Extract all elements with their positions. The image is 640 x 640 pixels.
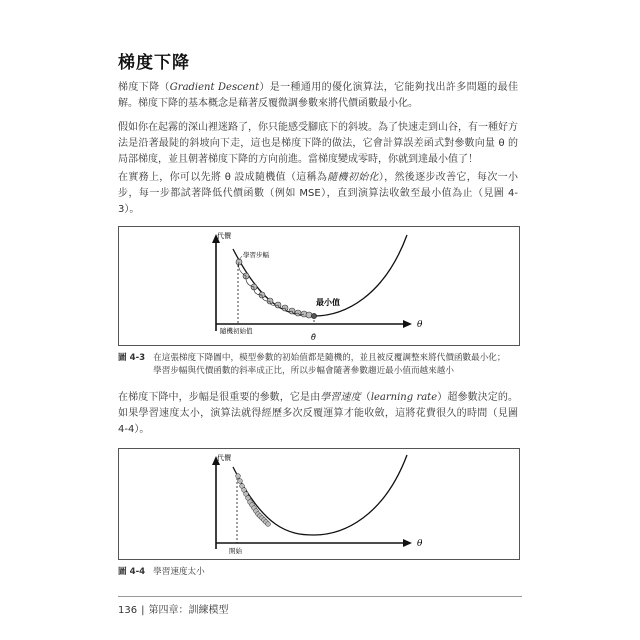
x-axis-label-2: θ xyxy=(417,539,423,549)
p4-text-b: ）超參數決定的。如果學習速度太小，演算法就得經歷多次反覆運算才能收斂，這將花費很久的時間（見圖 4-4）。 xyxy=(118,392,519,435)
step-arcs xyxy=(239,262,304,315)
footer-separator: | xyxy=(141,605,145,616)
p3-text-b: ），然後逐步改善它，每次一小步，每一步都試著降低代價函數（例如 MSE），直到演算法收斂至最小值為止（見圖 4-3）。 xyxy=(118,172,518,215)
gradient-steps xyxy=(236,259,317,319)
x-axis-arrow-2 xyxy=(403,539,412,547)
x-axis-arrow xyxy=(403,320,412,328)
paragraph-1 xyxy=(118,80,518,112)
page-footer xyxy=(118,596,522,616)
cost-curve-2 xyxy=(233,455,407,535)
caption-4-3-number: 圖 4-3 xyxy=(118,353,146,363)
random-init-label: 隨機初始值 xyxy=(220,327,253,335)
caption-4-4-text: 學習速度太小 xyxy=(153,567,205,577)
start-label: 開始 xyxy=(229,547,242,555)
caption-4-3 xyxy=(118,352,522,378)
p1-text-b: ）是一種通用的優化演算法，它能夠找出許多問題的最佳解。梯度下降的基本概念是藉著反覆微調參數來將代價函數最小化。 xyxy=(118,82,519,109)
p4-term-1: 學習速度 xyxy=(320,392,361,403)
chapter-title: 第四章：訓練模型 xyxy=(148,605,229,616)
figure-4-3-diagram xyxy=(119,227,519,345)
p4-text-mid: （ xyxy=(360,392,371,403)
page-number: 136 xyxy=(118,605,138,616)
theta-hat-label: θ̂ xyxy=(311,333,316,342)
paragraph-2: 假如你在起霧的深山裡迷路了，你只能感受腳底下的斜坡。為了快速走到山谷，有一種好方法是沿著最陡的斜坡向下走，這也是梯度下降的做法，它會計算誤差函式對參數向量 θ 的局部梯度，並且朝著梯度下降的方向前進。當梯度變成零時，你就到達最小值了！ xyxy=(118,122,518,165)
caption-4-4-number: 圖 4-4 xyxy=(118,567,146,577)
figure-4-4 xyxy=(118,448,520,560)
caption-4-4 xyxy=(118,566,522,579)
caption-4-3-text: 在這張梯度下降圖中，模型參數的初始值都是隨機的，並且被反覆調整來將代價函數最小化；學習步幅與代價函數的斜率成正比，所以步幅會隨著參數趨近最小值而越來越小 xyxy=(153,353,506,376)
p1-text-a: 梯度下降（ xyxy=(118,82,170,93)
section-title: 梯度下降 xyxy=(118,53,190,73)
figure-4-4-diagram xyxy=(119,449,519,559)
step-label: 學習步幅 xyxy=(243,251,269,259)
p3-term: 隨機初始化 xyxy=(327,172,379,183)
y-axis-label: 代價 xyxy=(217,232,231,240)
p4-text-a: 在梯度下降中，步幅是很重要的參數，它是由 xyxy=(118,392,321,403)
figure-4-3 xyxy=(118,226,520,346)
paragraph-4 xyxy=(118,390,518,438)
y-axis-label-2: 代價 xyxy=(217,454,231,462)
minimum-label: 最小值 xyxy=(316,298,340,307)
p4-term-2: learning rate xyxy=(370,392,438,403)
x-axis-label: θ xyxy=(417,320,423,330)
p3-text-a: 在實務上，你可以先將 θ 設成隨機值（這稱為 xyxy=(118,172,328,183)
paragraph-3 xyxy=(118,170,518,218)
p1-term: Gradient Descent xyxy=(169,82,260,93)
